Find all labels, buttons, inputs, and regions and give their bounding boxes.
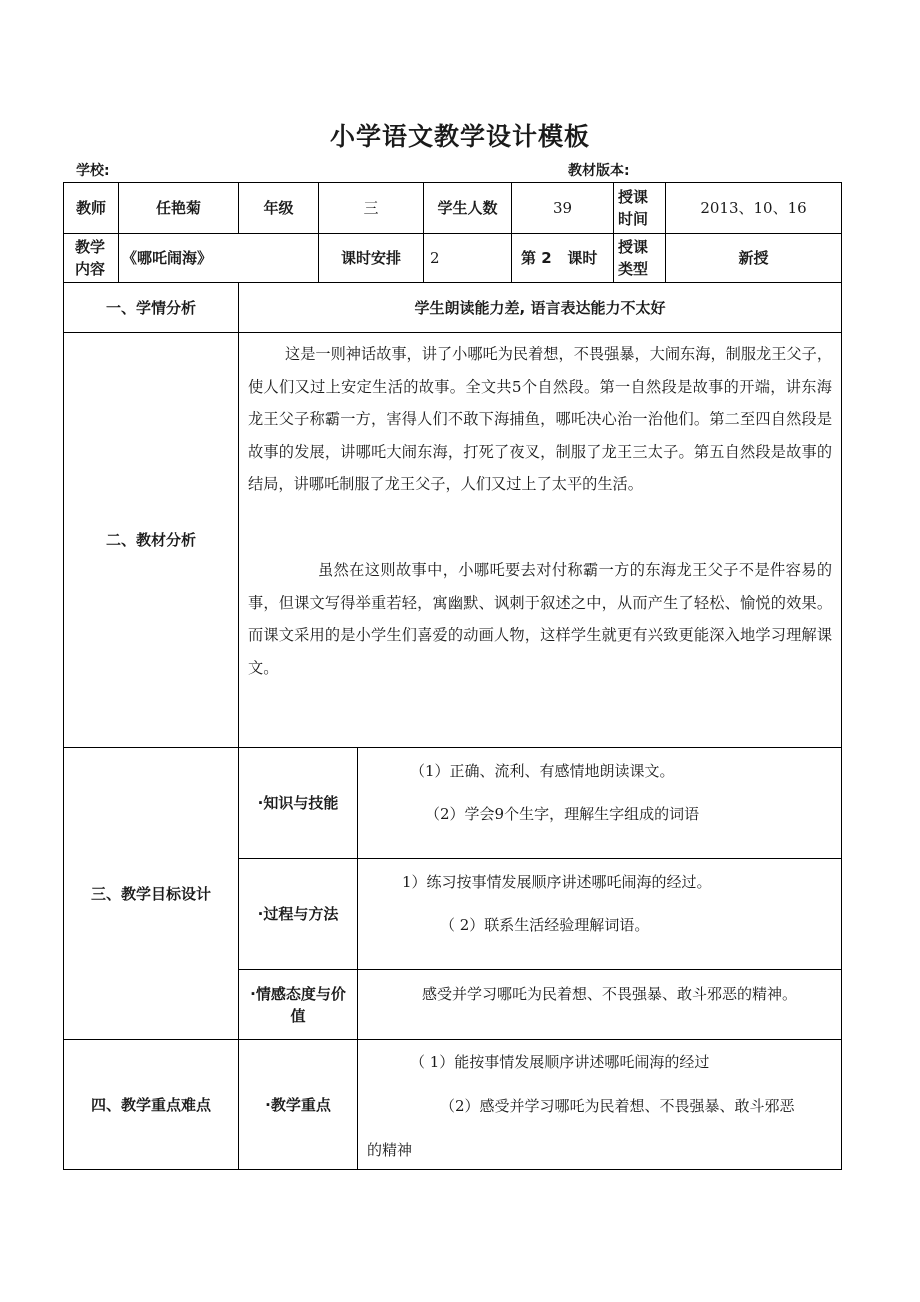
teacher-label: 教师 <box>75 199 106 217</box>
section2-paragraph-1: 这是一则神话故事，讲了小哪吒为民着想，不畏强暴，大闹东海，制服龙王父子，使人们又过上安定生活的故事。全文共5个自然段。第一自然段是故事的开端，讲东海龙王父子称霸一方，害得人们不敢下海捕鱼，哪吒决心治一治他们。第二至四自然段是故事的发展，讲哪吒大闹东海，打死了夜叉，制服了龙王三太子。第五自然段是故事的结局，讲哪吒制服了龙王父子，人们又过上了太平的生活。 <box>248 345 832 493</box>
key-points-label: ·教学重点 <box>265 1095 331 1114</box>
page-title: 小学语文教学设计模板 <box>329 122 590 151</box>
lesson-number: 第 2 课时 <box>521 249 598 267</box>
type-value: 新授 <box>738 249 769 267</box>
key-point-line-1: （ 1）能按事情发展顺序讲述哪吒闹海的经过 <box>410 1053 710 1071</box>
goal-process-line-2: （ 2）联系生活经验理解词语。 <box>440 916 650 934</box>
section2-label: 二、教材分析 <box>105 531 196 549</box>
goal-emotion-line-1: 感受并学习哪吒为民着想、不畏强暴、敢斗邪恶的精神。 <box>422 985 798 1003</box>
section1-label: 一、学情分析 <box>105 298 196 317</box>
section2-paragraph-2: 虽然在这则故事中，小哪吒要去对付称霸一方的东海龙王父子不是件容易的事，但课文写得举重若轻，寓幽默、讽刺于叙述之中，从而产生了轻松、愉悦的效果。而课文采用的是小学生们喜爱的动画人物，这样学生就更有兴致更能深入地学习理解课文。 <box>248 561 832 677</box>
goal-process-label: ·过程与方法 <box>257 905 339 923</box>
section1-text: 学生朗读能力差, 语言表达能力不太好 <box>414 298 666 317</box>
grade-value: 三 <box>363 199 379 217</box>
type-label: 授课类型 <box>618 238 649 278</box>
teacher-value: 任艳菊 <box>155 199 201 217</box>
hours-label: 课时安排 <box>340 249 401 267</box>
content-label: 教学内容 <box>74 238 105 278</box>
content-value: 《哪吒闹海》 <box>122 249 213 267</box>
key-point-line-2: （2）感受并学习哪吒为民着想、不畏强暴、敢斗邪恶 <box>440 1097 795 1115</box>
goal-knowledge-line-1: （1）正确、流利、有感情地朗读课文。 <box>410 762 675 780</box>
hours-value: 2 <box>430 249 440 267</box>
goal-emotion-label: ·情感态度与价值 <box>250 984 346 1025</box>
edition-label: 教材版本: <box>568 163 630 179</box>
time-label: 授课时间 <box>618 188 649 228</box>
time-value: 2013、10、16 <box>700 199 807 217</box>
section3-label: 三、教学目标设计 <box>90 884 211 903</box>
section4-label: 四、教学重点难点 <box>90 1095 211 1114</box>
students-value: 39 <box>552 199 573 217</box>
school-label: 学校: <box>76 163 110 179</box>
goal-knowledge-line-2: （2）学会9个生字，理解生字组成的词语 <box>425 805 700 823</box>
grade-label: 年级 <box>263 199 294 217</box>
key-point-line-3: 的精神 <box>367 1141 413 1159</box>
goal-knowledge-label: ·知识与技能 <box>257 794 339 812</box>
goal-process-line-1: 1）练习按事情发展顺序讲述哪吒闹海的经过。 <box>402 873 712 891</box>
students-label: 学生人数 <box>437 199 498 217</box>
